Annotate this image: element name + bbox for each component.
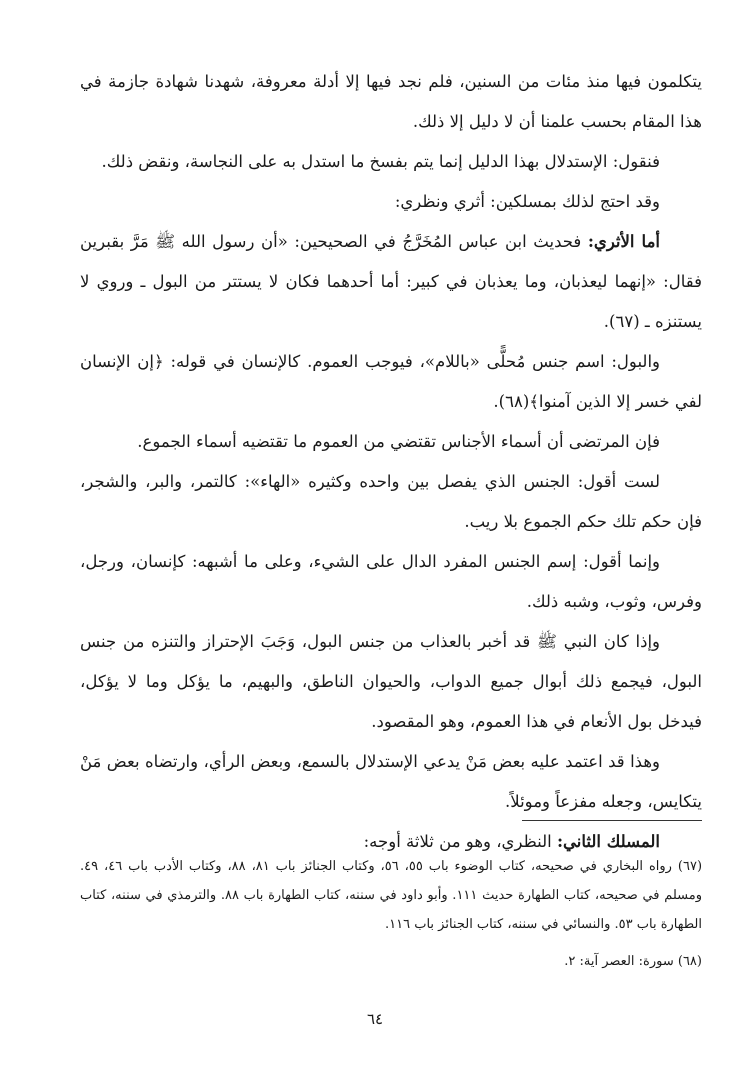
paragraph: وإنما أقول: إسم الجنس المفرد الدال على الشيء، وعلى ما أشبهه: كإنسان، ورجل، وفرس، وثوب، وشبه ذلك. xyxy=(80,552,702,611)
footnotes xyxy=(80,852,702,976)
section-label: المسلك الثاني: xyxy=(556,832,660,851)
paragraph: فإن المرتضى أن أسماء الأجناس تقتضي من العموم ما تقتضيه أسماء الجموع. xyxy=(137,432,660,451)
paragraph-text: فحديث ابن عباس المُخَرَّجُ في الصحيحين: «أن رسول الله ﷺ مَرَّ بقبرين فقال: «إنهما ليعذبان، وما يعذبان في كبير: أما أحدهما فكان لا يستتر من البول ـ وروي لا يستنزه ـ (٦٧). xyxy=(80,232,702,331)
section-label: أما الأثري: xyxy=(587,232,661,251)
footnote-divider xyxy=(522,820,702,821)
paragraph: وإذا كان النبي ﷺ قد أخبر بالعذاب من جنس البول، وَجَبَ الإحتراز والتنزه من جنس البول، فيجمع ذلك أبوال جميع الدواب، والحيوان الناطق، والبهيم، ما يؤكل وما لا يؤكل، فيدخل بول الأنعام في هذا العموم، وهو المقصود. xyxy=(80,632,702,731)
paragraph: فنقول: الإستدلال بهذا الدليل إنما يتم بفسخ ما استدل به على النجاسة، ونقض ذلك. xyxy=(101,152,660,171)
main-text xyxy=(80,62,702,862)
page-number: ٦٤ xyxy=(366,1010,384,1028)
paragraph: وقد احتج لذلك بمسلكين: أثري ونظري: xyxy=(394,192,660,211)
paragraph-text: النظري، وهو من ثلاثة أوجه: xyxy=(363,832,552,851)
footnote-67: (٦٧) رواه البخاري في صحيحه، كتاب الوضوء باب ٥٥، ٥٦، وكتاب الجنائز باب ٨١، ٨٨، وكتاب الأدب باب ٤٦، ٤٩. ومسلم في صحيحه، كتاب الطهارة حديث ١١١. وأبو داود في سننه، كتاب الطهارة باب ٨٨. والترمذي في سننه، كتاب الطهارة باب ٥٣. والنسائي في سننه، كتاب الجنائز باب ١١٦. xyxy=(80,859,703,932)
paragraph: يتكلمون فيها منذ مئات من السنين، فلم نجد فيها إلا أدلة معروفة، شهدنا شهادة جازمة في هذا المقام بحسب علمنا أن لا دليل إلا ذلك. xyxy=(80,72,702,131)
paragraph: وهذا قد اعتمد عليه بعض مَنْ يدعي الإستدلال بالسمع، وبعض الرأي، وارتضاه بعض مَنْ يتكايس، وجعله مفزعاً وموئلاً. xyxy=(80,752,702,811)
paragraph: لست أقول: الجنس الذي يفصل بين واحده وكثيره «الهاء»: كالتمر، والبر، والشجر، فإن حكم تلك حكم الجموع بلا ريب. xyxy=(80,472,702,531)
paragraph: والبول: اسم جنس مُحلًّى «باللام»، فيوجب العموم. كالإنسان في قوله: ﴿إن الإنسان لفي خسر إلا الذين آمنوا﴾(٦٨). xyxy=(80,352,702,411)
footnote-68: (٦٨) سورة: العصر آية: ٢. xyxy=(564,954,702,969)
paragraph xyxy=(80,222,702,342)
